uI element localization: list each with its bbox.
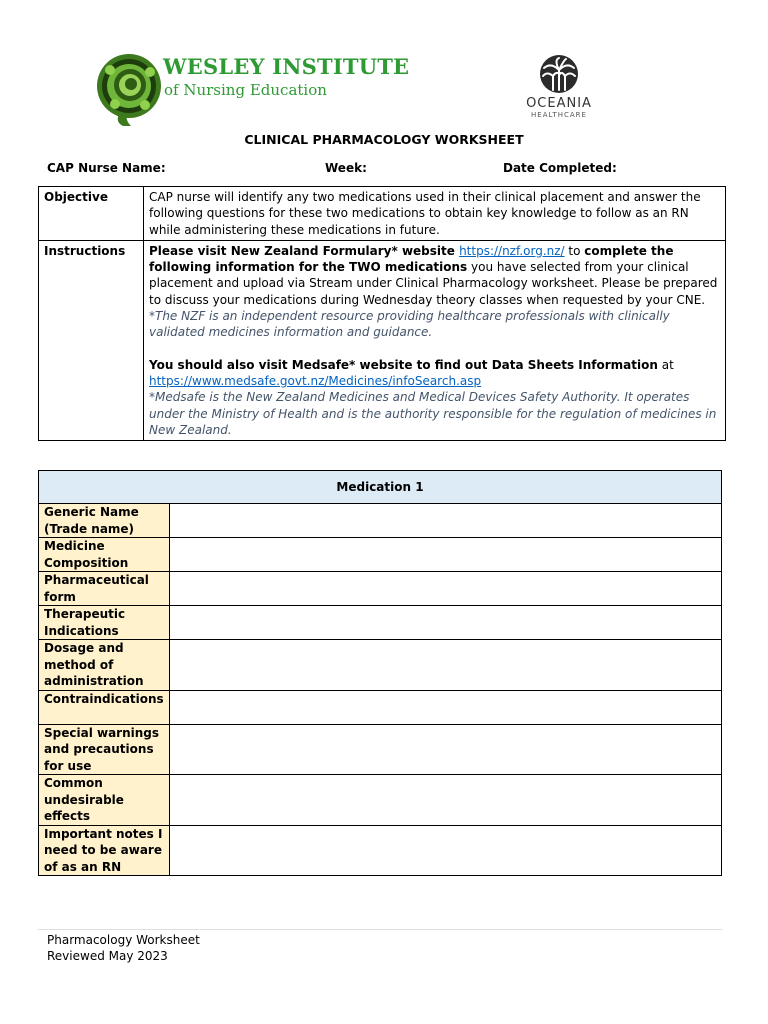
- row-label-generic-name: Generic Name (Trade name): [39, 504, 170, 538]
- paragraph-spacer: [149, 341, 720, 357]
- partner-name: OCEANIA: [526, 96, 592, 111]
- wesley-institute-logo: [95, 50, 410, 128]
- nzf-visit-text: Please visit New Zealand Formulary* website: [149, 243, 460, 258]
- palm-tree-icon: [516, 54, 602, 94]
- row-label-contraindications: Contraindications: [39, 690, 170, 724]
- dosage-field[interactable]: [169, 640, 721, 691]
- medsafe-visit-text: You should also visit Medsafe* website to find out Data Sheets Information: [149, 357, 658, 372]
- to-text: to: [564, 243, 585, 258]
- medication-header: Medication 1: [39, 471, 722, 504]
- instructions-cell: [144, 240, 726, 440]
- medsafe-link[interactable]: https://www.medsafe.govt.nz/Medicines/infoSearch.asp: [149, 373, 482, 388]
- medication-header-row: [39, 471, 722, 504]
- undesirable-effects-field[interactable]: [169, 775, 721, 826]
- objective-text: CAP nurse will identify any two medications used in their clinical placement and answer the following questions for these two medications to obtain key knowledge to follow as an RN while administering these medications in future.: [144, 187, 726, 241]
- upload-instructions-text: you have selected from your clinical placement and upload via Stream under Clinical Pharmacology worksheet. Please be prepared to discuss your medications during Wednesday theory classes when requested by your CNE.: [149, 260, 718, 307]
- medication-table: [38, 470, 722, 876]
- footer-review-date: Reviewed May 2023: [47, 949, 168, 963]
- medsafe-note: *Medsafe is the New Zealand Medicines and Medical Devices Safety Authority. It operates under the Ministry of Health and is the authority responsible for the regulation of medicines in New Zealand.: [149, 390, 717, 437]
- generic-name-field[interactable]: [169, 504, 721, 538]
- row-label-composition: Medicine Composition: [39, 538, 170, 572]
- org-subtitle: of Nursing Education: [164, 81, 327, 99]
- footer-divider: [38, 929, 722, 930]
- fern-icon: [95, 50, 161, 128]
- complete-info-text: complete the following information for the TWO medications: [149, 243, 674, 275]
- instructions-paragraph-2: [149, 357, 720, 373]
- row-label-pharmaceutical-form: Pharmaceutical form: [39, 572, 170, 606]
- table-row: [39, 538, 722, 572]
- nzf-note: *The NZF is an independent resource providing healthcare professionals with clinically validated medicines information and guidance.: [149, 309, 670, 340]
- indications-field[interactable]: [169, 606, 721, 640]
- row-label-important-notes: Important notes I need to be aware of as an RN: [39, 825, 170, 876]
- objective-row: [39, 187, 726, 241]
- table-row: [39, 572, 722, 606]
- pharmaceutical-form-field[interactable]: [169, 572, 721, 606]
- nurse-name-label: CAP Nurse Name:: [47, 161, 166, 175]
- instructions-paragraph-1: [149, 243, 720, 308]
- row-label-undesirable-effects: Common undesirable effects: [39, 775, 170, 826]
- composition-field[interactable]: [169, 538, 721, 572]
- oceania-healthcare-logo: [516, 54, 602, 122]
- table-row: [39, 724, 722, 775]
- row-label-dosage: Dosage and method of administration: [39, 640, 170, 691]
- medsafe-link-line: [149, 373, 720, 389]
- table-row: [39, 775, 722, 826]
- table-row: [39, 825, 722, 876]
- special-warnings-field[interactable]: [169, 724, 721, 775]
- important-notes-field[interactable]: [169, 825, 721, 876]
- objective-instructions-table: [38, 186, 726, 441]
- table-row: [39, 640, 722, 691]
- partner-subtitle: HEALTHCARE: [531, 111, 587, 119]
- table-row: [39, 606, 722, 640]
- date-completed-label: Date Completed:: [503, 161, 617, 175]
- row-label-special-warnings: Special warnings and precautions for use: [39, 724, 170, 775]
- footer: [47, 932, 200, 964]
- document-title: CLINICAL PHARMACOLOGY WORKSHEET: [244, 132, 524, 147]
- row-label-indications: Therapeutic Indications: [39, 606, 170, 640]
- instructions-label: Instructions: [39, 240, 144, 440]
- org-title: WESLEY INSTITUTE: [163, 54, 410, 79]
- week-label: Week:: [325, 161, 367, 175]
- table-row: [39, 504, 722, 538]
- table-row: [39, 690, 722, 724]
- footer-title: Pharmacology Worksheet: [47, 933, 200, 947]
- instructions-row: [39, 240, 726, 440]
- at-text: at: [657, 357, 674, 372]
- nzf-link[interactable]: https://nzf.org.nz/: [459, 243, 565, 258]
- objective-label: Objective: [39, 187, 144, 241]
- contraindications-field[interactable]: [169, 690, 721, 724]
